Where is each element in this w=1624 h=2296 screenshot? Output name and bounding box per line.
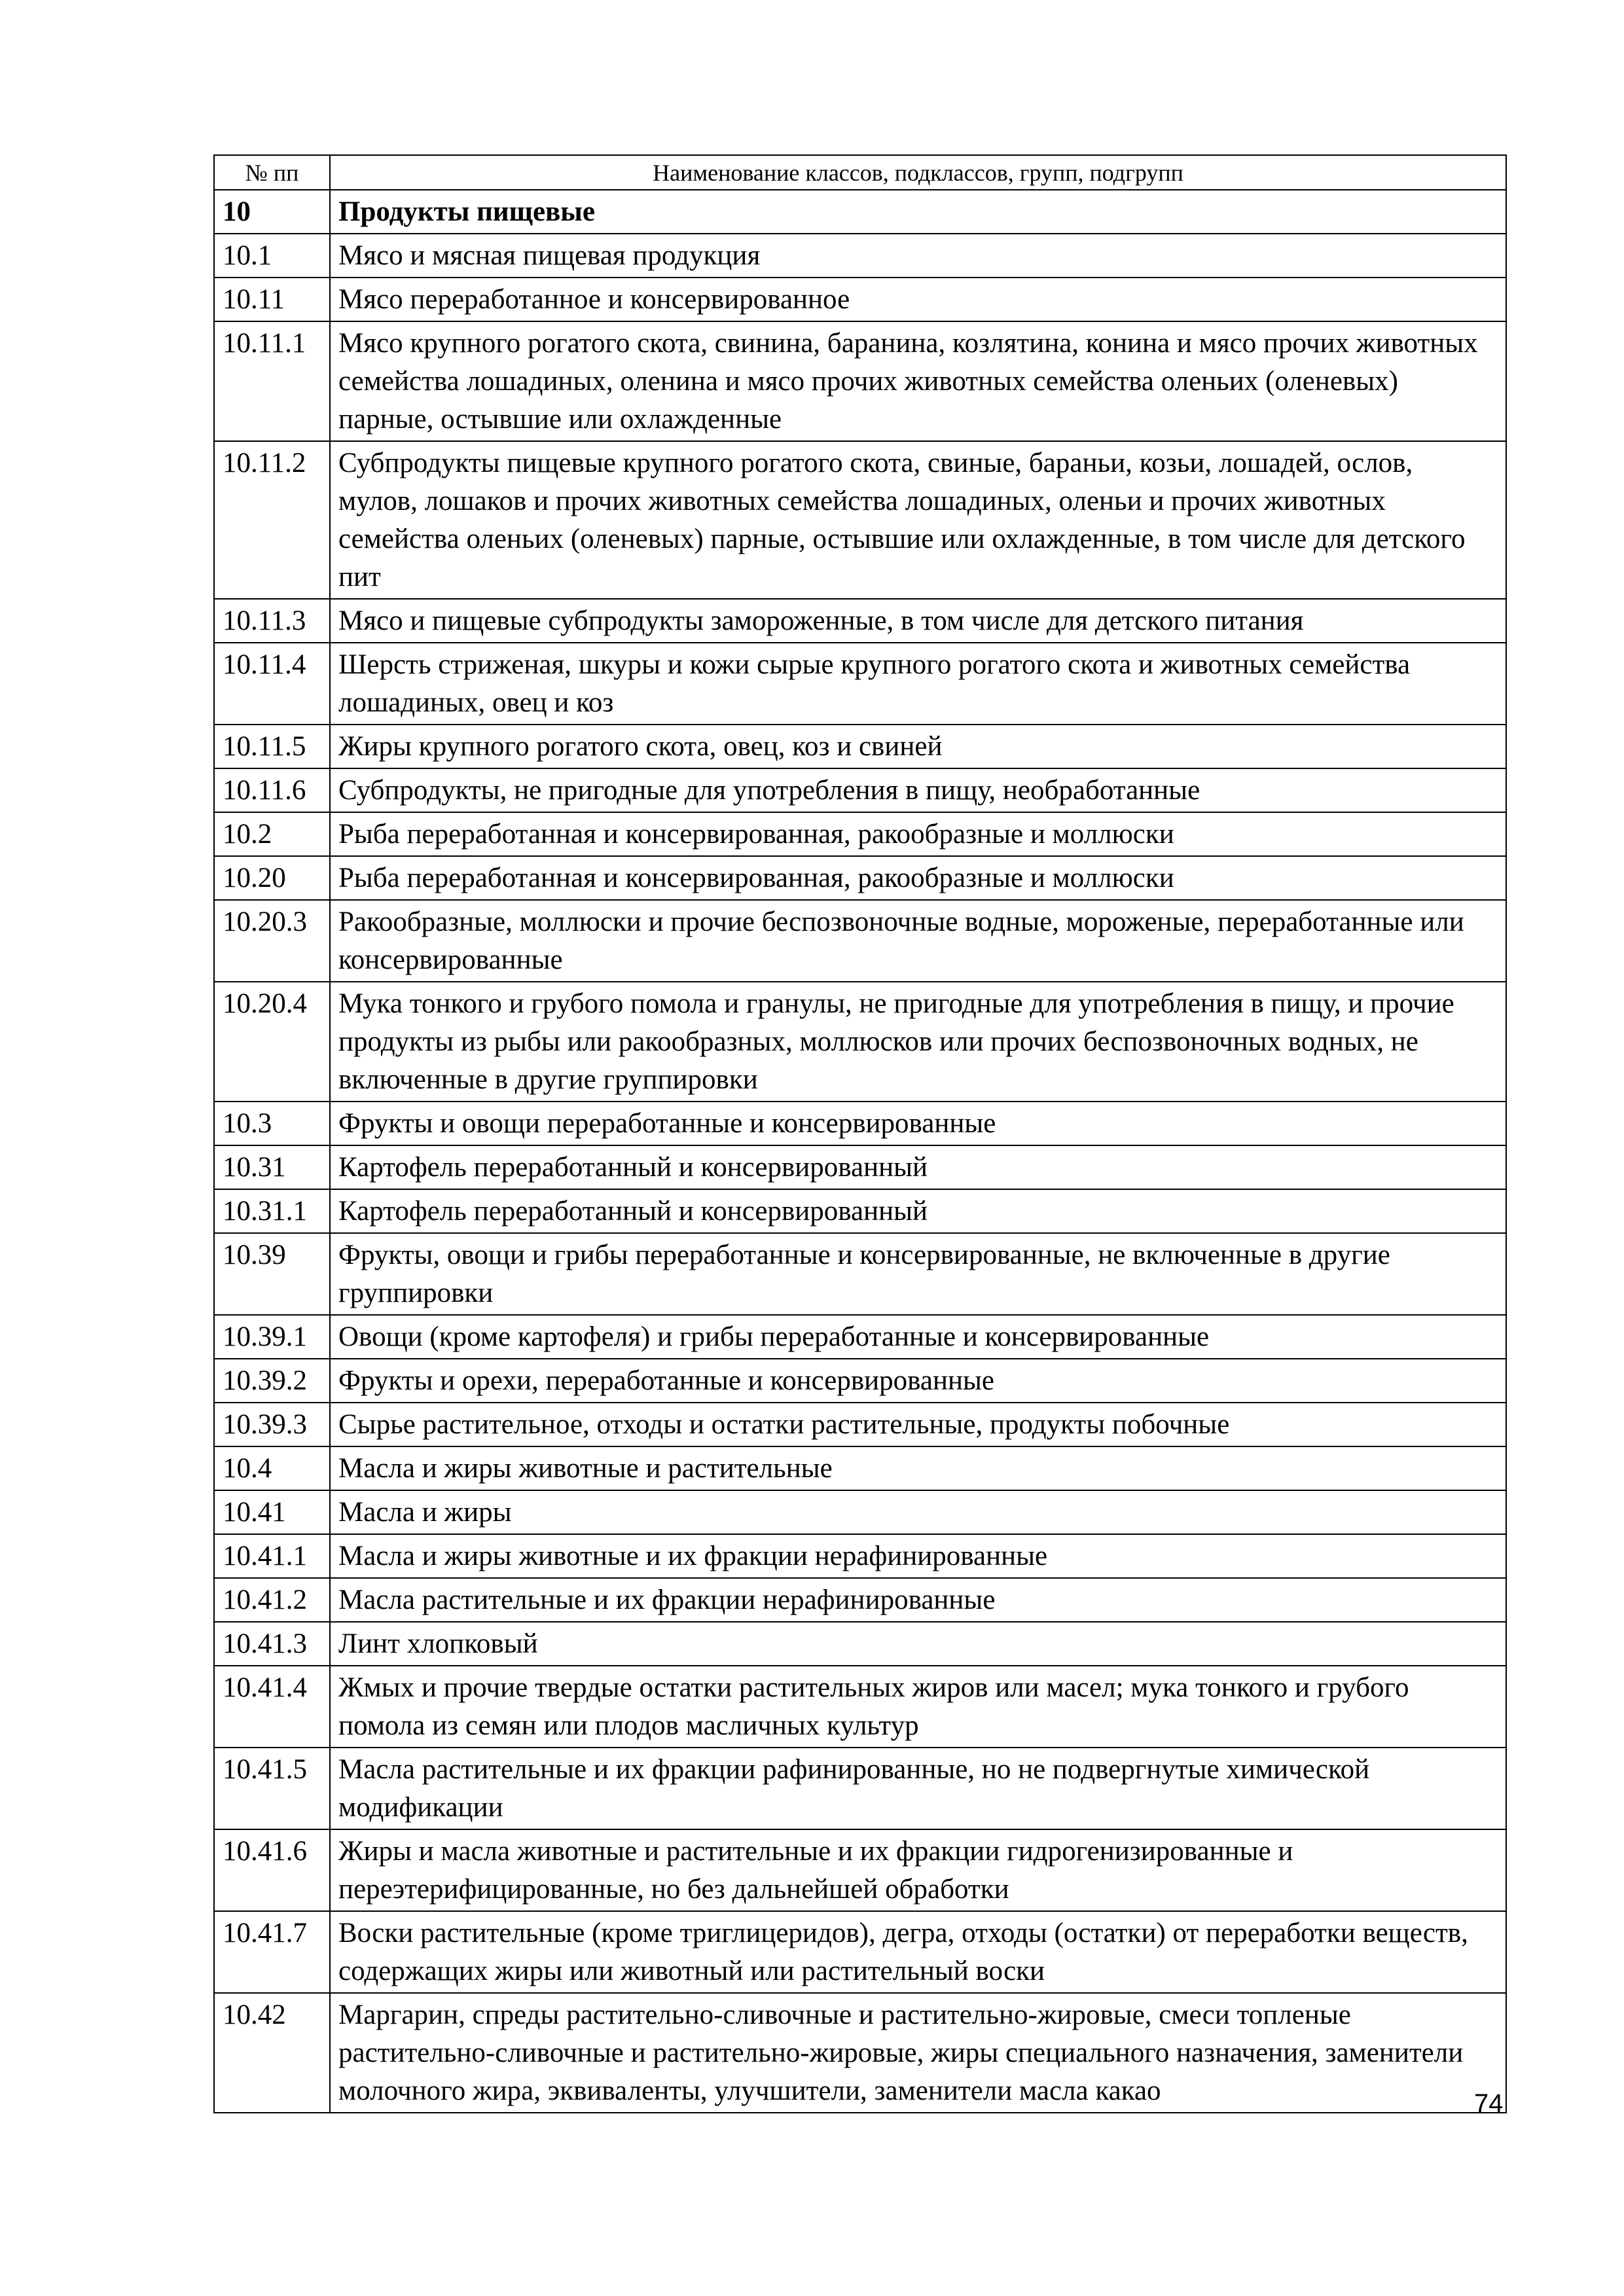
row-code: 10.20 (214, 856, 330, 900)
row-name: Сырье растительное, отходы и остатки растительные, продукты побочные (330, 1403, 1506, 1446)
table-row (214, 1622, 1506, 1666)
row-name: Ракообразные, моллюски и прочие беспозвоночные водные, мороженые, переработанные или консервированные (330, 900, 1506, 982)
row-name: Жиры крупного рогатого скота, овец, коз и свиней (330, 725, 1506, 768)
table-row (214, 856, 1506, 900)
table-row (214, 234, 1506, 278)
table-row (214, 725, 1506, 768)
row-name: Субпродукты пищевые крупного рогатого скота, свиные, бараньи, козьи, лошадей, ослов, мулов, лошаков и прочих животных семейства лошадиных, оленьи и прочих животных семейства оленьих (оленевых) парные, остывшие или охлажденные, в том числе для детского пит (330, 441, 1506, 599)
row-name: Субпродукты, не пригодные для употребления в пищу, необработанные (330, 768, 1506, 812)
row-code: 10.4 (214, 1446, 330, 1490)
row-code: 10.42 (214, 1993, 330, 2113)
row-code: 10.11.4 (214, 643, 330, 725)
table-row (214, 900, 1506, 982)
row-name: Масла и жиры животные и растительные (330, 1446, 1506, 1490)
row-code: 10.11.5 (214, 725, 330, 768)
row-code: 10.39.3 (214, 1403, 330, 1446)
row-code: 10.20.4 (214, 982, 330, 1102)
row-code: 10.11.1 (214, 321, 330, 441)
row-name: Масла растительные и их фракции рафинированные, но не подвергнутые химической модификации (330, 1748, 1506, 1829)
table-row (214, 599, 1506, 643)
row-name: Мясо переработанное и консервированное (330, 278, 1506, 321)
table-row (214, 643, 1506, 725)
row-name: Маргарин, спреды растительно-сливочные и растительно-жировые, смеси топленые растительно-сливочные и растительно-жировые, жиры специального назначения, заменители молочного жира, эквиваленты, улучшители, заменители масла какао (330, 1993, 1506, 2113)
row-code: 10.11.3 (214, 599, 330, 643)
table-row (214, 1359, 1506, 1403)
row-name: Рыба переработанная и консервированная, ракообразные и моллюски (330, 856, 1506, 900)
table-row (214, 1534, 1506, 1578)
row-code: 10.41 (214, 1490, 330, 1534)
row-name: Мука тонкого и грубого помола и гранулы, не пригодные для употребления в пищу, и прочие продукты из рыбы или ракообразных, моллюсков или прочих беспозвоночных водных, не включенные в другие группировки (330, 982, 1506, 1102)
row-name: Продукты пищевые (330, 190, 1506, 234)
table-row (214, 982, 1506, 1102)
row-name: Масла и жиры (330, 1490, 1506, 1534)
table-row (214, 1102, 1506, 1145)
row-name: Рыба переработанная и консервированная, ракообразные и моллюски (330, 812, 1506, 856)
row-code: 10.11.6 (214, 768, 330, 812)
table-row (214, 1829, 1506, 1911)
table-header (214, 155, 1506, 190)
header-name: Наименование классов, подклассов, групп, подгрупп (330, 155, 1506, 190)
row-code: 10.11 (214, 278, 330, 321)
row-name: Фрукты, овощи и грибы переработанные и консервированные, не включенные в другие группировки (330, 1233, 1506, 1315)
table-row (214, 1233, 1506, 1315)
table-row (214, 1403, 1506, 1446)
table-row (214, 1578, 1506, 1622)
table-row (214, 321, 1506, 441)
table-row (214, 278, 1506, 321)
row-name: Фрукты и орехи, переработанные и консервированные (330, 1359, 1506, 1403)
row-code: 10.41.6 (214, 1829, 330, 1911)
table-row (214, 812, 1506, 856)
row-code: 10.11.2 (214, 441, 330, 599)
row-name: Шерсть стриженая, шкуры и кожи сырые крупного рогатого скота и животных семейства лошадиных, овец и коз (330, 643, 1506, 725)
table-header-row (214, 155, 1506, 190)
row-name: Жмых и прочие твердые остатки растительных жиров или масел; мука тонкого и грубого помола из семян или плодов масличных культур (330, 1666, 1506, 1748)
row-code: 10.3 (214, 1102, 330, 1145)
table-row (214, 1490, 1506, 1534)
row-code: 10.1 (214, 234, 330, 278)
row-name: Фрукты и овощи переработанные и консервированные (330, 1102, 1506, 1145)
table-row (214, 1145, 1506, 1189)
row-name: Картофель переработанный и консервированный (330, 1189, 1506, 1233)
table-row (214, 190, 1506, 234)
table-row (214, 1666, 1506, 1748)
table-row (214, 441, 1506, 599)
row-code: 10.41.2 (214, 1578, 330, 1622)
row-name: Мясо и мясная пищевая продукция (330, 234, 1506, 278)
row-code: 10.39 (214, 1233, 330, 1315)
row-code: 10.41.4 (214, 1666, 330, 1748)
table-row (214, 1189, 1506, 1233)
row-code: 10.20.3 (214, 900, 330, 982)
row-name: Мясо и пищевые субпродукты замороженные, в том числе для детского питания (330, 599, 1506, 643)
row-code: 10.39.1 (214, 1315, 330, 1359)
table-row (214, 1446, 1506, 1490)
page-number: 74 (1474, 2089, 1504, 2118)
row-code: 10 (214, 190, 330, 234)
header-number: № пп (214, 155, 330, 190)
classification-table (213, 154, 1507, 2113)
row-code: 10.41.3 (214, 1622, 330, 1666)
table-body (214, 190, 1506, 2113)
table-row (214, 1315, 1506, 1359)
row-code: 10.39.2 (214, 1359, 330, 1403)
table-row (214, 1911, 1506, 1993)
table-row (214, 1993, 1506, 2113)
row-code: 10.41.1 (214, 1534, 330, 1578)
row-code: 10.31.1 (214, 1189, 330, 1233)
row-name: Жиры и масла животные и растительные и их фракции гидрогенизированные и переэтерифицированные, но без дальнейшей обработки (330, 1829, 1506, 1911)
table-row (214, 768, 1506, 812)
row-name: Овощи (кроме картофеля) и грибы переработанные и консервированные (330, 1315, 1506, 1359)
row-name: Картофель переработанный и консервированный (330, 1145, 1506, 1189)
row-code: 10.41.5 (214, 1748, 330, 1829)
row-name: Мясо крупного рогатого скота, свинина, баранина, козлятина, конина и мясо прочих животных семейства лошадиных, оленина и мясо прочих животных семейства оленьих (оленевых) парные, остывшие или охлажденные (330, 321, 1506, 441)
row-name: Линт хлопковый (330, 1622, 1506, 1666)
row-name: Масла и жиры животные и их фракции нерафинированные (330, 1534, 1506, 1578)
row-code: 10.2 (214, 812, 330, 856)
row-code: 10.41.7 (214, 1911, 330, 1993)
row-name: Воски растительные (кроме триглицеридов), дегра, отходы (остатки) от переработки веществ, содержащих жиры или животный или растительный воски (330, 1911, 1506, 1993)
row-name: Масла растительные и их фракции нерафинированные (330, 1578, 1506, 1622)
row-code: 10.31 (214, 1145, 330, 1189)
table-row (214, 1748, 1506, 1829)
